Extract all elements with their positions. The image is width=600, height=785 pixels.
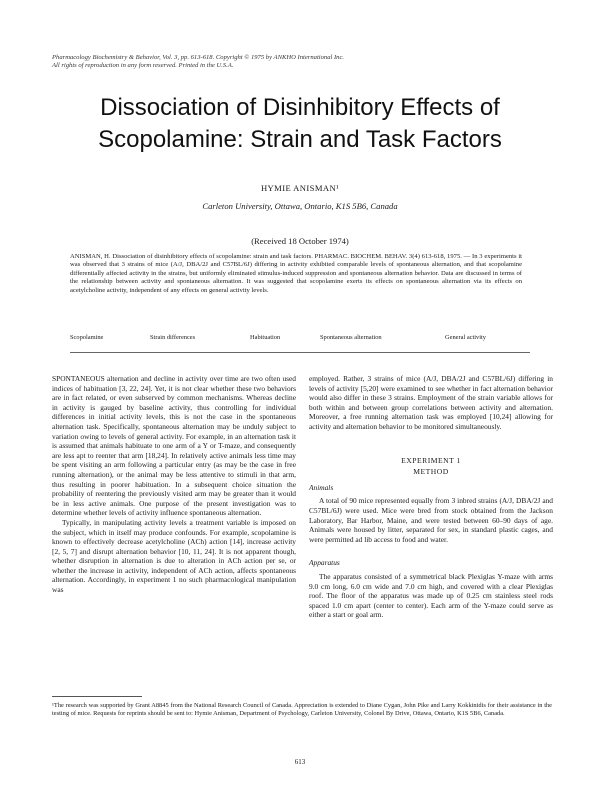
keywords-divider — [70, 352, 530, 353]
intro-continuation: employed. Rather, 3 strains of mice (A/J, DBA/2J and C57BL/6J) differing in levels of activity [5,20] were examined to see whether in fact alternation behavior would also differ in these 3 strains. Employment of the strain variable allows for both within and between group correlations between activity and alternation. Moreover, a free running alternation task was employed [10,24] allowing for activity and alternation behavior to be monitored simultaneously. — [309, 374, 553, 431]
experiment-heading: EXPERIMENT 1 — [401, 455, 461, 465]
keyword: Spontaneous alternation — [320, 334, 382, 341]
received-date: (Received 18 October 1974) — [251, 236, 349, 246]
footnote-rule — [52, 696, 142, 697]
author-affiliation: Carleton University, Ottawa, Ontario, K1S 5B6, Canada — [202, 201, 398, 211]
keywords — [70, 334, 530, 344]
title-line-1: Dissociation of Disinhibitory Effects of — [100, 94, 500, 121]
animals-paragraph: A total of 90 mice represented equally from 3 inbred strains (A/J, DBA/2J and C57BL/6J) were used. Mice were bred from stock obtained from the Jackson Laboratory, Bar Harbor, Maine, and were tested between 60–90 days of age. Animals were housed by litter, separated for sex, in standard plastic cages, and were permitted ad lib access to food and water. — [309, 496, 553, 544]
keyword: Scopolamine — [70, 334, 104, 341]
keyword: Habituation — [250, 334, 281, 341]
journal-citation — [52, 54, 552, 70]
keyword: Strain differences — [150, 334, 196, 341]
intro-paragraph-2: Typically, in manipulating activity levels a treatment variable is imposed on the subject, which in itself may produce confounds. For example, scopolamine is known to effectively decrease acetylcholine (ACh) action [14], increase activity [2, 5, 7] and disrupt alternation behavior [10, 11, 24]. It is not apparent though, whether disruption in alternation is due to alteration in ACh action per se, or whether the increase in activity, independent of ACh action, affects spontaneous alternation. Accordingly, in experiment 1 no such pharmacological manipulation was — [52, 517, 296, 595]
journal-line-2: All rights of reproduction in any form reserved. Printed in the U.S.A. — [52, 62, 234, 69]
footnote: ¹The research was supported by Grant A8845 from the National Research Council of Canada. Appreciation is extended to Diane Cygan, John Pike and Larry Kokkinidis for their assistance in the testing of mice. Requests for reprints should be sent to: Hymie Anisman, Department of Psychology, Carleton University, Colonel By Drive, Ottawa, Ontario, K1S 5B6, Canada. — [52, 702, 552, 718]
section-gap — [309, 432, 553, 446]
paper-title — [40, 92, 560, 156]
left-column — [52, 374, 296, 595]
page-number: 613 — [294, 758, 306, 766]
journal-line-1: Pharmacology Biochemistry & Behavior, Vol. 3, pp. 613-618. Copyright © 1975 by ANKHO International Inc. — [52, 54, 345, 61]
author-name: HYMIE ANISMAN¹ — [260, 183, 340, 193]
apparatus-paragraph: The apparatus consisted of a symmetrical black Plexiglas Y-maze with arms 9.0 cm long, 6.0 cm wide and 7.0 cm high, and covered with a clear Plexiglas roof. The floor of the apparatus was made up of 0.25 cm stainless steel rods spaced 1.0 cm apart (center to center). Each arm of the Y-maze could serve as either a start or goal arm. — [309, 571, 553, 620]
keyword: General activity — [445, 334, 486, 341]
apparatus-heading: Apparatus — [309, 558, 340, 568]
intro-paragraph-1: SPONTANEOUS alternation and decline in activity over time are two often used indices of habituation [3, 22, 24]. Yet, it is not clear whether these two behaviors are in fact related, or even subserved by common mechanisms. Whereas decline in activity is gauged by baseline activity, thus controlling for individual differences in initial activity levels, this is not the case in the spontaneous alternation task. Specifically, spontaneous alternation may be unduly subject to variation owing to levels of general activity. For example, in an alternation task it is assumed that animals habituate to one arm of a Y or T-maze, and consequently are less apt to reenter that arm [18,24]. In relatively active animals less time may be spent visiting an arm following a particular entry (as may be the case in free running alternation), or the animal may be less attentive to stimuli in that arm, thus resulting in poorer habituation. In a subsequent choice situation the probability of reentering the previously visited arm may be greater than it would be in less active animals. One purpose of the present investigation was to determine whether levels of activity influence spontaneous alternation. — [52, 374, 296, 518]
method-heading: METHOD — [413, 467, 449, 477]
animals-heading: Animals — [309, 482, 334, 492]
right-column — [309, 374, 553, 620]
abstract: ANISMAN, H. Dissociation of disinhibitory effects of scopolamine: strain and task factors. PHARMAC. BIOCHEM. BEHAV. 3(4) 613-618, 1975. — In 3 experiments it was observed that 3 strains of mice (A/J, DBA/2J and C57BL/6J) differing in activity exhibited comparable levels of spontaneous alternation, and that scopolamine differentially affected activity in the strains, but uniformly eliminated stimulus-induced suppression and spontaneous alternation behavior. Data are discussed in terms of the relationship between activity and spontaneous alternation. It was suggested that scopolamine exerts its effects on spontaneous alternation via its effects on acetylcholine activity, independent of any effects on general activity levels. — [70, 253, 522, 294]
title-line-2: Scopolamine: Strain and Task Factors — [98, 126, 502, 153]
